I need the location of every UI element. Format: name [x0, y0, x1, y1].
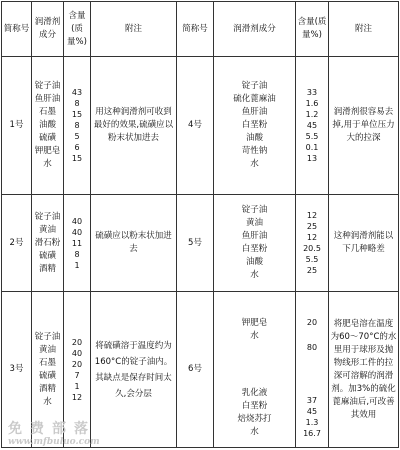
component-list — [214, 57, 296, 195]
content-value: 40 — [71, 227, 83, 237]
watermark-title: 免费部落 — [8, 421, 96, 437]
watermark-url: www.mfbuluo.com — [8, 437, 100, 447]
component-name: 苛性钠 — [241, 146, 268, 156]
note-text: 这种润滑剂能以下几种略差 — [329, 195, 399, 292]
note-text: 用这种润滑剂可收到最好的效果,硫磺应以粉末状加进去 — [91, 57, 177, 195]
content-value: 12 — [306, 233, 318, 242]
component-name: 酒精 — [38, 263, 56, 274]
value-list — [64, 292, 91, 448]
content-value: 5.5 — [305, 132, 319, 141]
formula-id: 4号 — [177, 57, 214, 195]
content-value: 13 — [306, 154, 318, 163]
formula-id: 5号 — [177, 195, 214, 292]
content-value: 15 — [71, 154, 83, 163]
value-list — [64, 57, 91, 195]
content-value: 1 — [74, 381, 80, 391]
component-name: 酒精 — [38, 383, 56, 394]
component-name: 锭子油 — [34, 81, 61, 91]
component-name: 硫化蓖麻油 — [233, 94, 276, 104]
component-name: 水 — [250, 270, 259, 280]
component-name: 硫磺 — [38, 133, 56, 143]
component-name: 黄油 — [38, 224, 56, 235]
header-cell: 简称号 — [177, 2, 214, 57]
content-value: 43 — [71, 88, 83, 97]
header-cell: 含量(质量%) — [64, 2, 91, 57]
component-name: 硫磺 — [38, 370, 56, 381]
component-name: 乳化液 — [241, 387, 268, 398]
component-name: 水 — [250, 330, 259, 341]
component-name: 石墨 — [38, 357, 56, 368]
header-cell: 含量(质量%) — [296, 2, 329, 57]
component-name: 硫磺 — [38, 250, 56, 261]
content-value: 20 — [71, 337, 83, 347]
content-value: 1.3 — [305, 417, 319, 427]
component-list — [32, 195, 64, 292]
content-value: 8 — [74, 249, 80, 259]
header-cell: 附注 — [91, 2, 177, 57]
content-value: 12 — [306, 211, 318, 220]
header-cell: 简称号 — [2, 2, 32, 57]
component-name: 钾肥皂 — [241, 317, 268, 328]
component-list — [32, 292, 64, 448]
component-name: 鱼肝油 — [241, 231, 268, 241]
content-value: 40 — [71, 216, 83, 226]
content-value: 5.5 — [305, 255, 319, 264]
component-name: 水 — [250, 426, 259, 437]
content-value: 20 — [306, 317, 318, 327]
component-name: 白垩粉 — [241, 244, 268, 254]
component-name: 鱼肝油 — [34, 94, 61, 104]
component-name: 油酸 — [245, 133, 263, 143]
formula-id: 3号 — [2, 292, 32, 448]
formula-id: 1号 — [2, 57, 32, 195]
content-value: 20.5 — [303, 244, 321, 253]
component-name: 水 — [43, 396, 52, 407]
component-list — [32, 57, 64, 195]
content-value: 1.2 — [305, 110, 319, 119]
content-value: 37 — [306, 395, 318, 405]
component-name: 白垩粉 — [241, 120, 268, 130]
header-cell: 润滑剂成分 — [214, 2, 296, 57]
content-value: 25 — [306, 266, 318, 275]
content-value: 11 — [71, 238, 83, 248]
lubricant-table — [1, 1, 399, 448]
component-name: 锭子油 — [241, 205, 268, 215]
note-text: 硫磺应以粉末状加进去 — [91, 195, 177, 292]
header-cell: 润滑剂成分 — [32, 2, 64, 57]
component-list — [214, 195, 296, 292]
content-value: 80 — [306, 342, 318, 352]
component-name: 锭子油 — [241, 81, 268, 91]
table-row — [2, 57, 399, 195]
component-name: 石墨 — [38, 107, 56, 117]
component-name: 黄油 — [38, 344, 56, 355]
content-value: 7 — [74, 370, 80, 380]
component-name: 钾肥皂 — [34, 146, 61, 156]
component-name: 油酸 — [245, 257, 263, 267]
value-list — [296, 195, 329, 292]
content-value: 8 — [74, 121, 80, 130]
component-name: 锭子油 — [34, 331, 61, 342]
component-name: 水 — [43, 159, 52, 169]
note-text: 润滑剂很容易去掉,用于单位压力大的拉深 — [329, 57, 399, 195]
component-name: 鱼肝油 — [241, 107, 268, 117]
component-name: 白垩粉 — [241, 400, 268, 411]
note-text: 将硫磺溶于温度约为160°C的锭子油内。其缺点是保存时间太久,会分层 — [91, 292, 177, 448]
content-value: 0.1 — [305, 143, 319, 152]
formula-id: 6号 — [177, 292, 214, 448]
content-value: 20 — [71, 359, 83, 369]
formula-id: 2号 — [2, 195, 32, 292]
component-name: 油酸 — [38, 120, 56, 130]
content-value: 6 — [74, 143, 80, 152]
content-value: 1.6 — [305, 99, 319, 108]
content-value: 33 — [306, 88, 318, 97]
content-value: 5 — [74, 132, 80, 141]
table-row — [2, 195, 399, 292]
content-value: 15 — [71, 110, 83, 119]
note-text: 将肥皂溶在温度为60～70°C的水里用于球形及抛物线形工件的拉深可溶解的润滑剂。加3%的硫化蓖麻油后,可改善其效用 — [329, 292, 399, 448]
content-value: 45 — [306, 406, 318, 416]
component-name: 焙烧苏打 — [237, 413, 272, 424]
content-value: 1 — [74, 260, 80, 270]
header-row — [2, 2, 399, 57]
content-value: 8 — [74, 99, 80, 108]
value-list — [64, 195, 91, 292]
value-list — [296, 57, 329, 195]
content-value: 45 — [306, 121, 318, 130]
component-list — [214, 292, 296, 448]
content-value: 16.7 — [303, 428, 321, 438]
component-name: 黄油 — [245, 218, 263, 228]
content-value: 40 — [71, 348, 83, 358]
component-name: 锭子油 — [34, 211, 61, 222]
content-value: 12 — [71, 392, 83, 402]
table-row — [2, 292, 399, 448]
header-cell: 附注 — [329, 2, 399, 57]
component-name: 水 — [250, 159, 259, 169]
value-list — [296, 292, 329, 448]
component-name: 滑石粉 — [34, 237, 61, 248]
content-value: 25 — [306, 222, 318, 231]
